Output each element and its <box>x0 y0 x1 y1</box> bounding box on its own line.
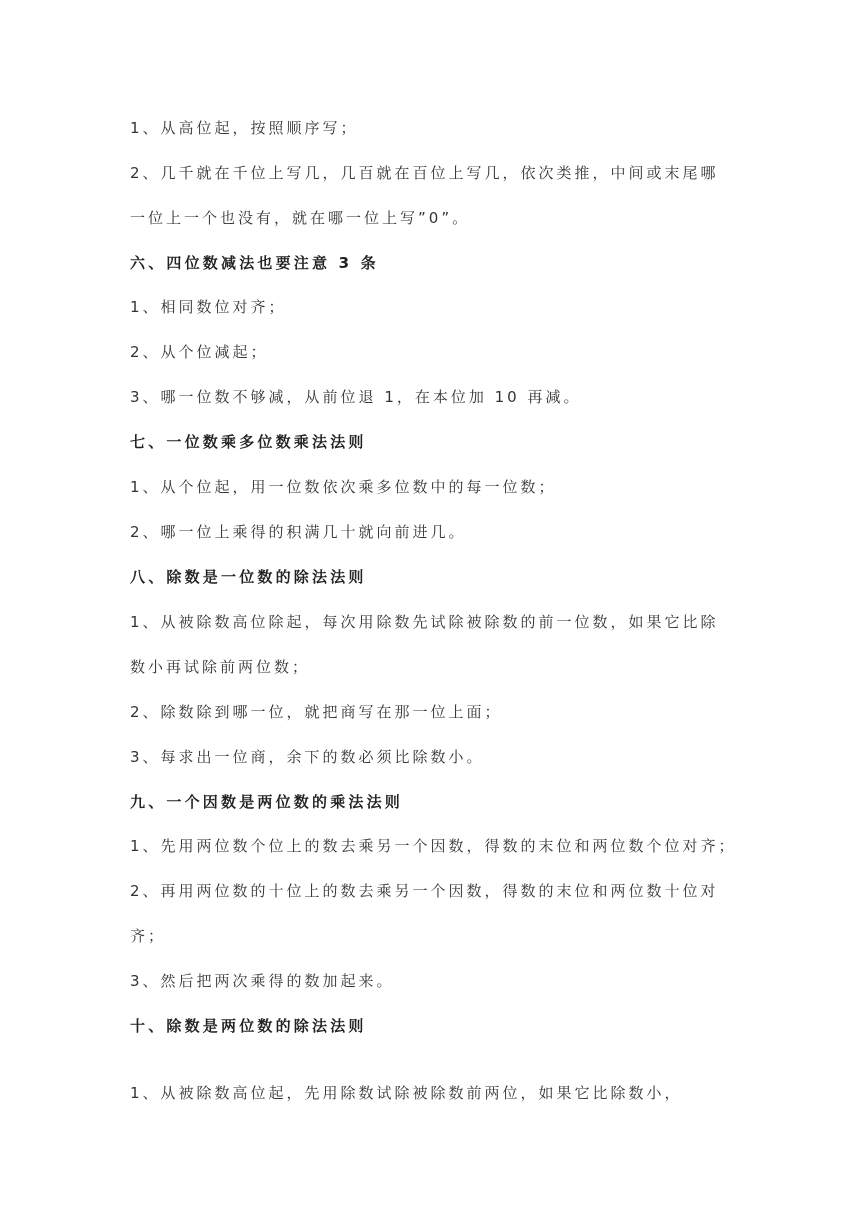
text-line: 1、从个位起，用一位数依次乘多位数中的每一位数； <box>130 478 557 496</box>
text-line: 1、从被除数高位起，先用除数试除被除数前两位，如果它比除数小， <box>130 1084 683 1102</box>
text-line: 1、相同数位对齐； <box>130 298 287 316</box>
text-line: 2、再用两位数的十位上的数去乘另一个因数，得数的末位和两位数十位对 <box>130 882 719 900</box>
text-line: 1、从高位起，按照顺序写； <box>130 119 359 137</box>
text-line: 1、从被除数高位除起，每次用除数先试除被除数的前一位数，如果它比除 <box>130 613 719 631</box>
section-heading: 七、一位数乘多位数乘法法则 <box>130 433 367 451</box>
text-line: 3、哪一位数不够减，从前位退 1，在本位加 10 再减。 <box>130 388 582 406</box>
text-line: 2、哪一位上乘得的积满几十就向前进几。 <box>130 523 467 541</box>
text-line: 1、先用两位数个位上的数去乘另一个因数，得数的末位和两位数个位对齐； <box>130 837 737 855</box>
section-heading: 六、四位数减法也要注意 3 条 <box>130 254 379 272</box>
text-line: 2、几千就在千位上写几，几百就在百位上写几，依次类推，中间或末尾哪 <box>130 164 719 182</box>
text-line: 3、然后把两次乘得的数加起来。 <box>130 972 395 990</box>
section-heading: 八、除数是一位数的除法法则 <box>130 568 367 586</box>
text-line: 3、每求出一位商，余下的数必须比除数小。 <box>130 748 485 766</box>
text-line: 2、从个位减起； <box>130 343 269 361</box>
text-line: 2、除数除到哪一位，就把商写在那一位上面； <box>130 703 503 721</box>
text-line: 一位上一个也没有，就在哪一位上写”0”。 <box>130 209 471 227</box>
text-line: 齐； <box>130 927 167 945</box>
section-heading: 十、除数是两位数的除法法则 <box>130 1017 367 1035</box>
text-line: 数小再试除前两位数； <box>130 658 311 676</box>
section-heading: 九、一个因数是两位数的乘法法则 <box>130 793 404 811</box>
